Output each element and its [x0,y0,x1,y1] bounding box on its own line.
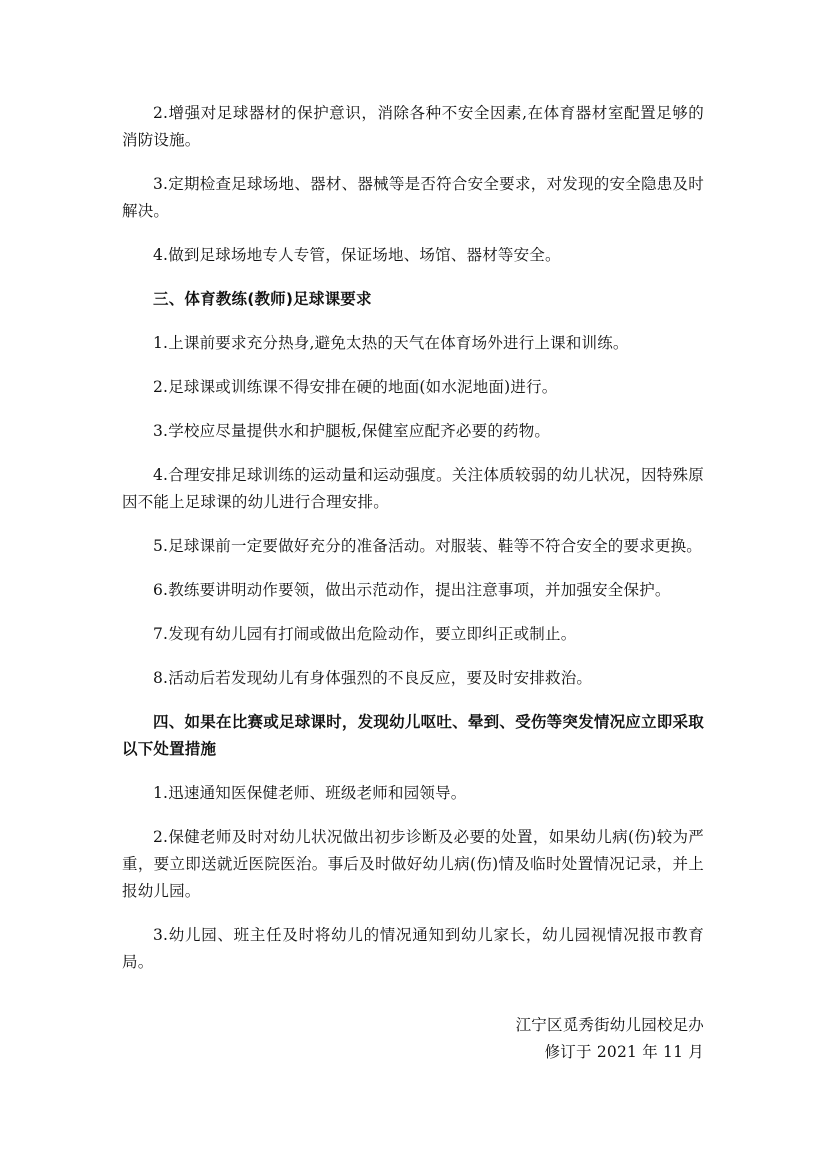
paragraph-warm-up: 1.上课前要求充分热身,避免太热的天气在体育场外进行上课和训练。 [153,334,629,352]
signature-block [516,1012,704,1066]
section-heading-coach-requirements: 三、体育教练(教师)足球课要求 [153,290,372,308]
paragraph-training-load: 4.合理安排足球训练的运动量和运动强度。关注体质较弱的幼儿状况，因特殊原因不能上足球课的幼儿进行合理安排。 [122,466,704,511]
paragraph-after-activity: 8.活动后若发现幼儿有身体强烈的不良反应，要及时安排救治。 [153,669,593,687]
paragraph-water-shin-guards: 3.学校应尽量提供水和护腿板,保健室应配齐必要的药物。 [153,422,551,440]
paragraph-stop-danger: 7.发现有幼儿园有打闹或做出危险动作，要立即纠正或制止。 [153,625,577,643]
section-heading-emergency-measures: 四、如果在比赛或足球课时，发现幼儿呕吐、晕到、受伤等突发情况应立即采取以下处置措施 [122,713,704,758]
paragraph-demonstration: 6.教练要讲明动作要领，做出示范动作，提出注意事项，并加强安全保护。 [153,581,671,599]
signature-date: 修订于 2021 年 11 月 [544,1043,704,1061]
signature-organization: 江宁区觅秀街幼儿园校足办 [515,1016,704,1034]
paragraph-dedicated-management: 4.做到足球场地专人专管，保证场地、场馆、器材等安全。 [153,246,561,264]
paragraph-preparation: 5.足球课前一定要做好充分的准备活动。对服装、鞋等不符合安全的要求更换。 [153,537,702,555]
paragraph-health-teacher: 2.保健老师及时对幼儿状况做出初步诊断及必要的处置，如果幼儿病(伤)较为严重，要立即送就近医院医治。事后及时做好幼儿病(伤)情及临时处置情况记录，并上报幼儿园。 [122,828,704,900]
paragraph-hard-ground: 2.足球课或训练课不得安排在硬的地面(如水泥地面)进行。 [153,378,558,396]
paragraph-regular-inspection: 3.定期检查足球场地、器材、器械等是否符合安全要求，对发现的安全隐患及时解决。 [122,175,704,220]
paragraph-notify-parents: 3.幼儿园、班主任及时将幼儿的情况通知到幼儿家长，幼儿园视情况报市教育局。 [122,926,704,971]
document-body [122,100,704,993]
paragraph-notify-staff: 1.迅速通知医保健老师、班级老师和园领导。 [153,784,467,802]
paragraph-equipment-protection: 2.增强对足球器材的保护意识，消除各种不安全因素,在体育器材室配置足够的消防设施。 [122,104,704,149]
